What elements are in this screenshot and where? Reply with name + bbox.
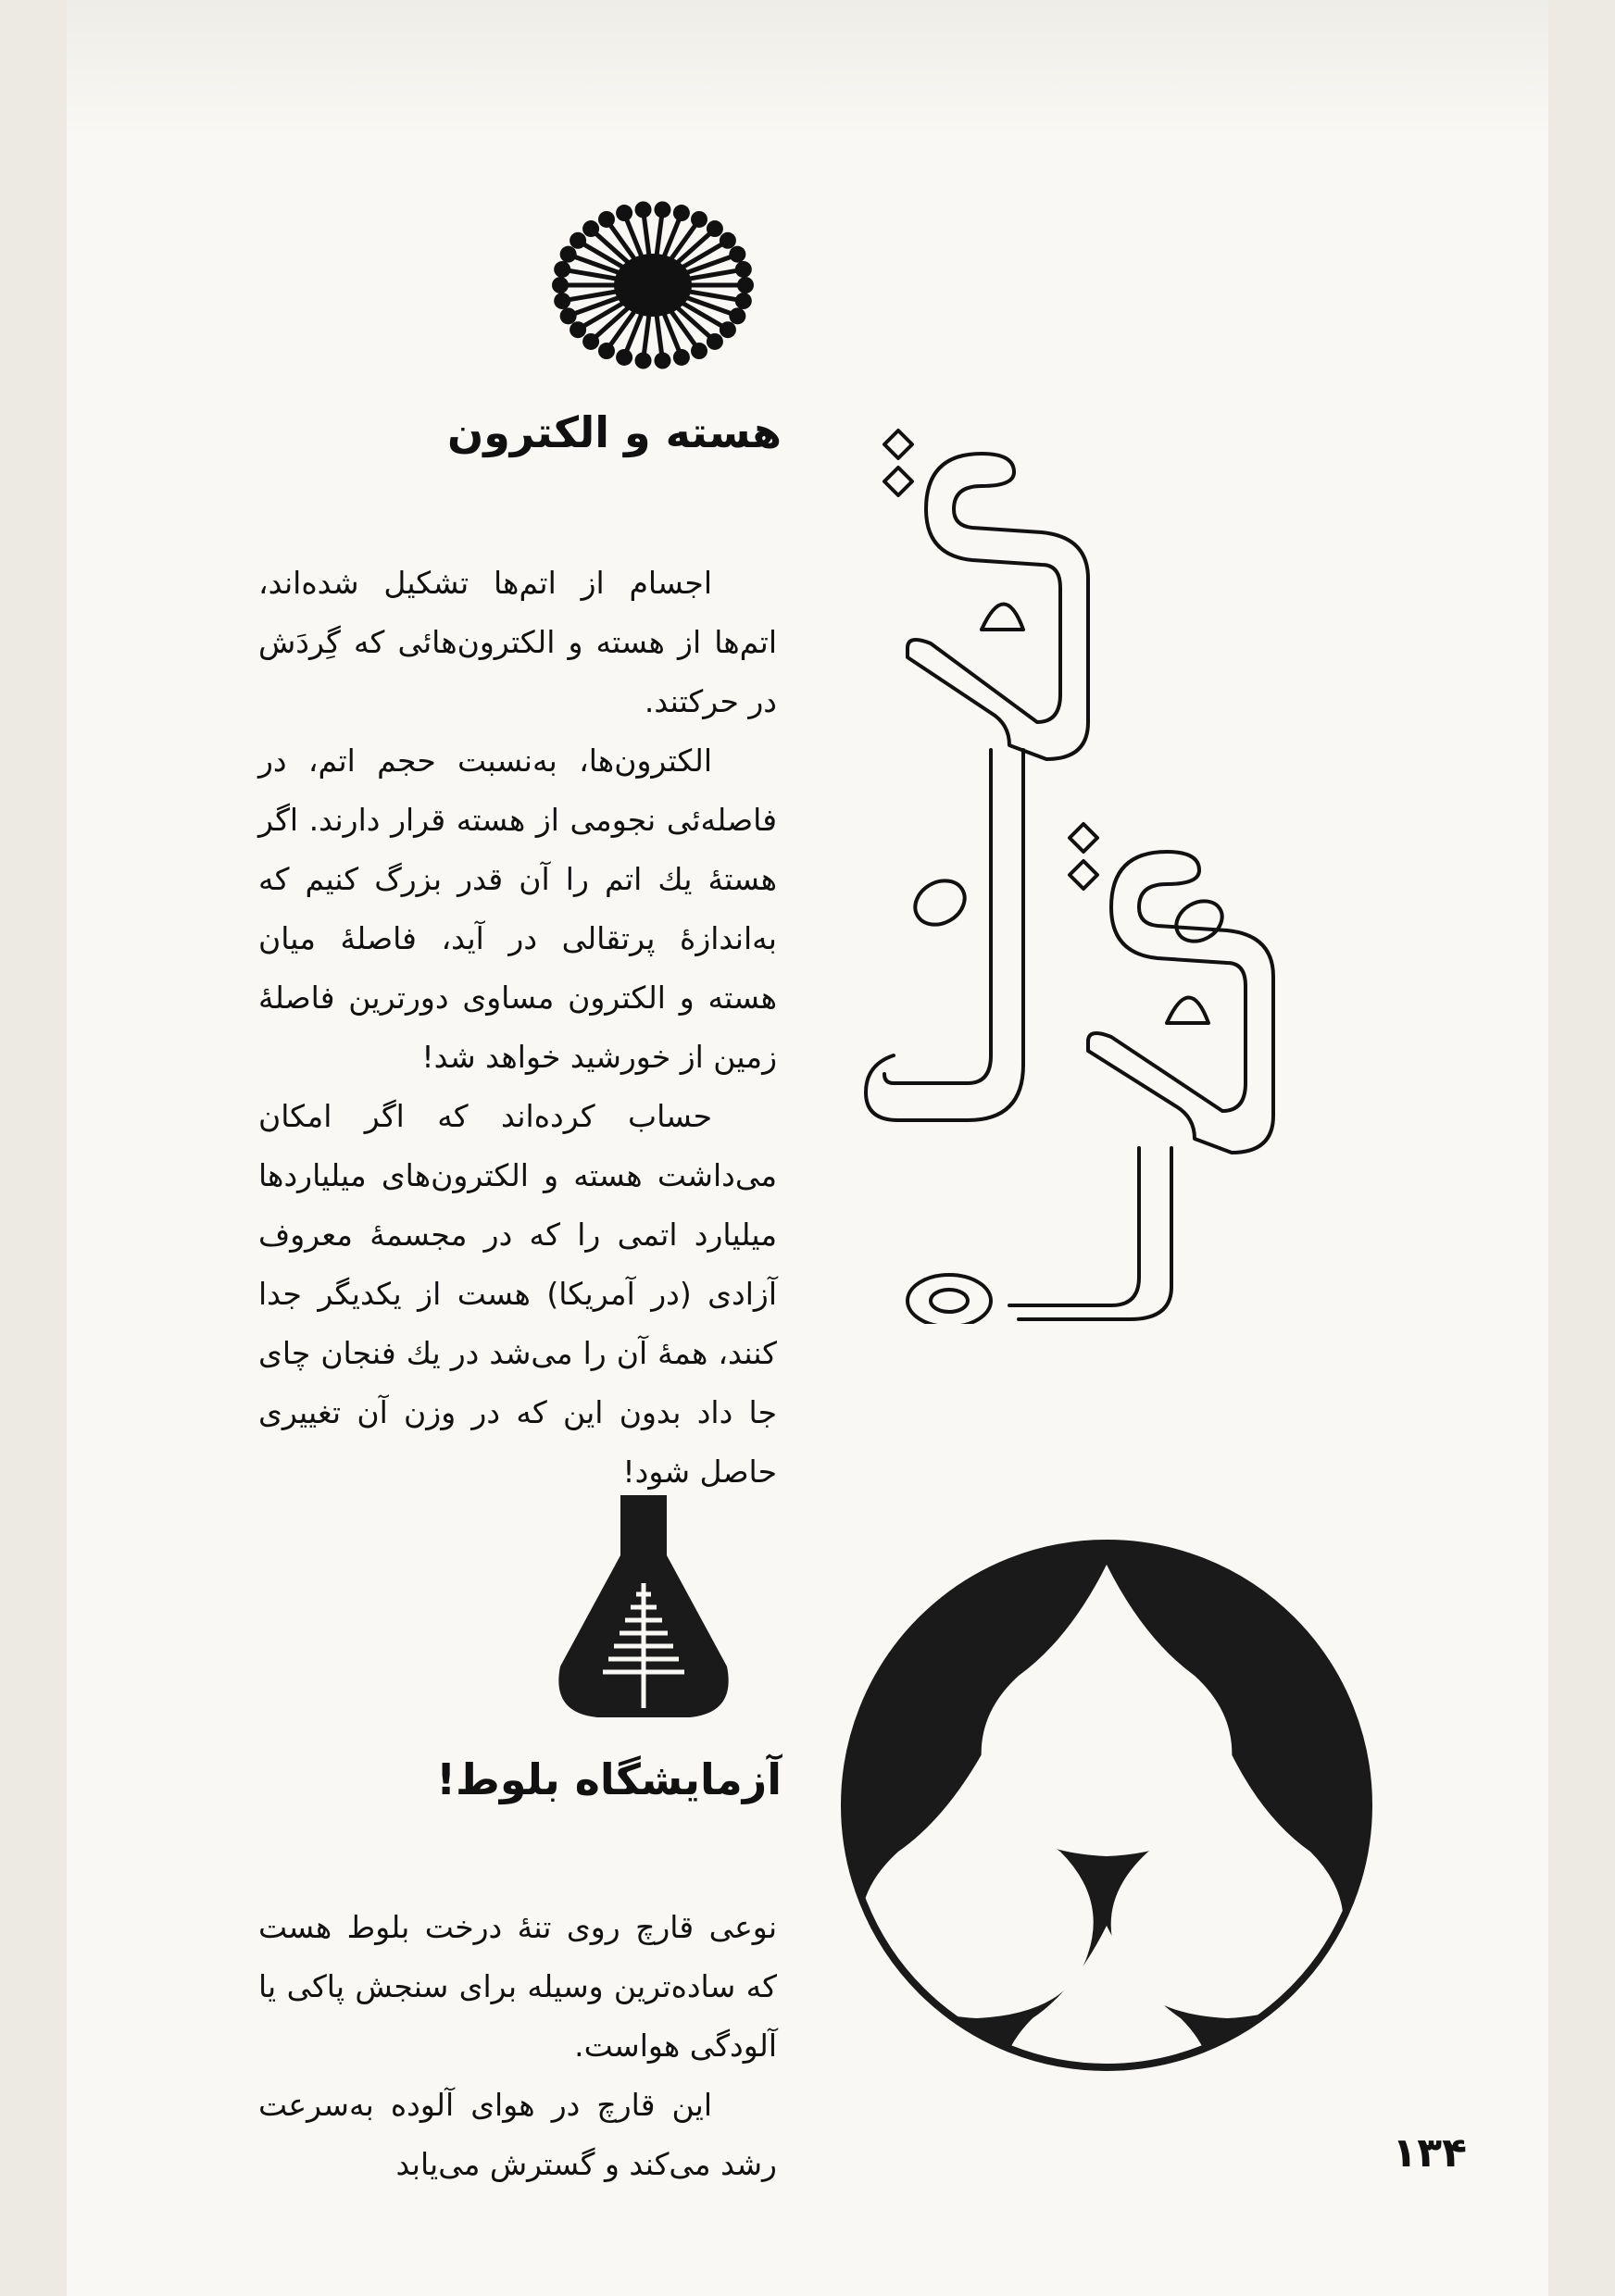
article1-title: هسته و الکترون	[446, 407, 782, 457]
atom-sunburst-icon	[542, 193, 764, 378]
article1-paragraph-2: الکترون‌ها، به‌نسبت حجم اتم، در فاصله‌ئی نجومی از هسته قرار دارند. اگر هستهٔ یك اتم را آن قدر بزرگ کنیم که به‌اندازهٔ پرتقالی در آید، فاصلهٔ میان هسته و الکترون مساوی دورترین فاصلهٔ زمین از خورشید خواهد شد!	[258, 742, 777, 1075]
page-number: ۱۳۴	[1392, 2129, 1467, 2177]
article1-paragraph-1: اجسام از اتم‌ها تشکیل شده‌اند، اتم‌ها از هسته و الکترون‌هائی که گِردَش در حرکتند.	[258, 565, 777, 719]
page-top-shade	[67, 0, 1548, 139]
article2-title: آزمایشگاه بلوط!	[436, 1754, 782, 1804]
oak-flask-icon	[551, 1491, 736, 1722]
calligraphy-artwork	[861, 417, 1380, 1324]
article1-paragraph-3: حساب کرده‌اند که اگر امکان می‌داشت هسته و الکترون‌های میلیاردها میلیارد اتمی را که در مجسمهٔ معروف آزادی (در آمریکا) هست از یکدیگر جدا کنند، همهٔ آن را می‌شد در یك فنجان چای جا داد بدون این که در وزن آن تغییری حاصل شود!	[258, 1098, 777, 1490]
article2-body	[258, 1898, 777, 2194]
drops-circle-icon	[838, 1537, 1375, 2074]
article1-body	[258, 554, 777, 1502]
article2-paragraph-1: نوعی قارچ روی تنهٔ درخت بلوط هست که ساده‌ترین وسیله برای سنجش پاکی یا آلودگی هواست.	[258, 1909, 777, 2064]
article2-paragraph-2: این قارچ در هوای آلوده به‌سرعت رشد می‌کند و گسترش می‌یابد	[258, 2087, 777, 2182]
